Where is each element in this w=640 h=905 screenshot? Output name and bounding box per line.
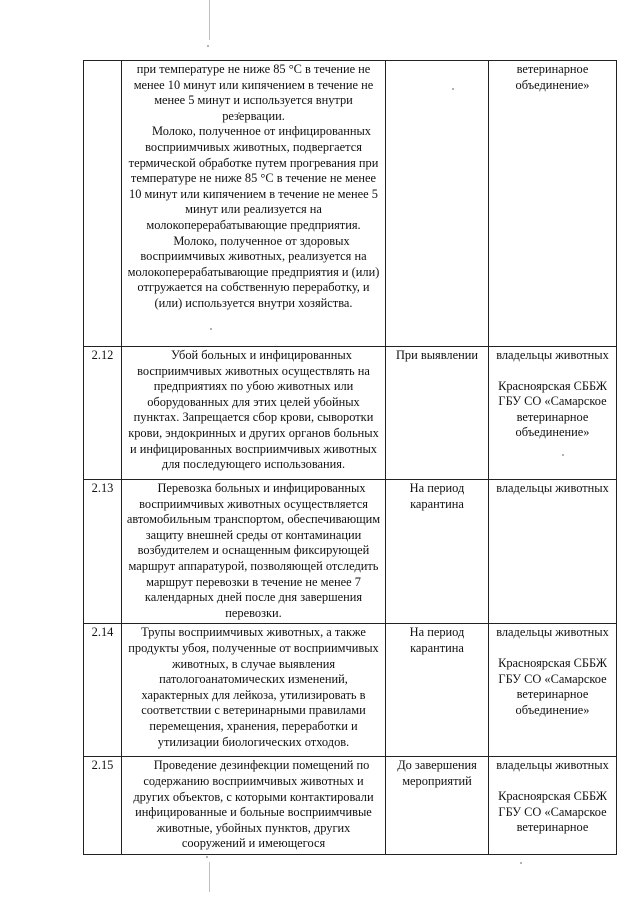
table-row bbox=[84, 624, 617, 757]
action-paragraph: Убой больных и инфицированных восприимчивых животных осуществлять на предприятиях по убою животных или оборудованных для этих целей убойных пунктах. Запрещается сбор крови, сыворотки крови, эндокринных и других органов больных и инфицированных восприимчивых животных для последующего использования. bbox=[128, 348, 379, 472]
scan-artifact-dot bbox=[520, 862, 522, 864]
responsible-primary: ветеринарное объединение» bbox=[515, 62, 590, 92]
scan-artifact-line bbox=[209, 0, 210, 40]
action-paragraph: Проведение дезинфекции помещений по содержанию восприимчивых животных и других объектов, с которыми контактировали инфицированные и больные восприимчивые животные, убойных пунктов, других сооружений и имеющегося bbox=[133, 758, 374, 851]
action-cell bbox=[122, 624, 386, 757]
action-paragraph: Молоко, полученное от инфицированных восприимчивых животных, подвергается термической обработке путем прогревания при температуре не ниже 85 °С в течение не менее 10 минут или кипячением в течение не менее 5 минут или реализуется на молокоперерабатывающие предприятия. bbox=[128, 124, 379, 232]
action-paragraph: при температуре не ниже 85 °С в течение не менее 10 минут или кипячением в течение не менее 5 минут и используется внутри резервации. bbox=[133, 62, 374, 123]
period-cell: На период карантина bbox=[386, 624, 489, 757]
responsible-primary: владельцы животных bbox=[496, 481, 609, 495]
responsible-secondary: Красноярская СББЖ ГБУ СО «Самарское ветеринарное объединение» bbox=[498, 378, 607, 440]
period-cell: При выявлении bbox=[386, 347, 489, 480]
action-cell bbox=[122, 347, 386, 480]
table-row bbox=[84, 61, 617, 347]
scan-artifact-dot bbox=[206, 856, 208, 858]
action-cell bbox=[122, 757, 386, 855]
measures-table bbox=[83, 60, 617, 855]
table-row bbox=[84, 757, 617, 855]
responsible-cell bbox=[489, 480, 617, 624]
responsible-primary: владельцы животных bbox=[496, 625, 609, 640]
responsible-secondary: Красноярская СББЖ ГБУ СО «Самарское ветеринарное bbox=[498, 788, 607, 835]
responsible-cell bbox=[489, 624, 617, 757]
row-number: 2.14 bbox=[84, 624, 122, 757]
responsible-secondary: Красноярская СББЖ ГБУ СО «Самарское ветеринарное объединение» bbox=[498, 655, 607, 717]
period-cell bbox=[386, 61, 489, 347]
period-cell: На период карантина bbox=[386, 480, 489, 624]
row-number bbox=[84, 61, 122, 347]
row-number: 2.15 bbox=[84, 757, 122, 855]
action-cell bbox=[122, 61, 386, 347]
table-row bbox=[84, 347, 617, 480]
period-cell: До завершения мероприятий bbox=[386, 757, 489, 855]
responsible-primary: владельцы животных bbox=[496, 348, 609, 362]
responsible-cell bbox=[489, 61, 617, 347]
scan-artifact-dot bbox=[207, 45, 209, 47]
responsible-cell bbox=[489, 757, 617, 855]
action-cell bbox=[122, 480, 386, 624]
action-paragraph: Трупы восприимчивых животных, а также продукты убоя, полученные от восприимчивых животных, в случае выявления патологоанатомических изменений, характерных для лейкоза, утилизировать в соответствии с ветеринарными правилами перемещения, хранения, переработки и утилизации биологических отходов. bbox=[128, 625, 379, 749]
responsible-primary: владельцы животных bbox=[496, 758, 609, 773]
row-number: 2.13 bbox=[84, 480, 122, 624]
table-row bbox=[84, 480, 617, 624]
action-paragraph: Молоко, полученное от здоровых восприимчивых животных, реализуется на молокоперерабатывающие предприятия и (или) отгружается на собственную переработку, и (или) используется внутри хозяйства. bbox=[127, 233, 380, 310]
responsible-cell bbox=[489, 347, 617, 480]
scan-artifact-line bbox=[209, 862, 210, 892]
action-paragraph: Перевозка больных и инфицированных восприимчивых животных осуществляется автомобильным транспортом, обеспечивающим защиту внешней среды от контаминации возбудителем и оснащенным фиксирующей маршрут аппаратурой, позволяющей отследить маршрут перевозки в течение не менее 7 календарных дней после дня завершения перевозки. bbox=[126, 481, 381, 620]
row-number: 2.12 bbox=[84, 347, 122, 480]
